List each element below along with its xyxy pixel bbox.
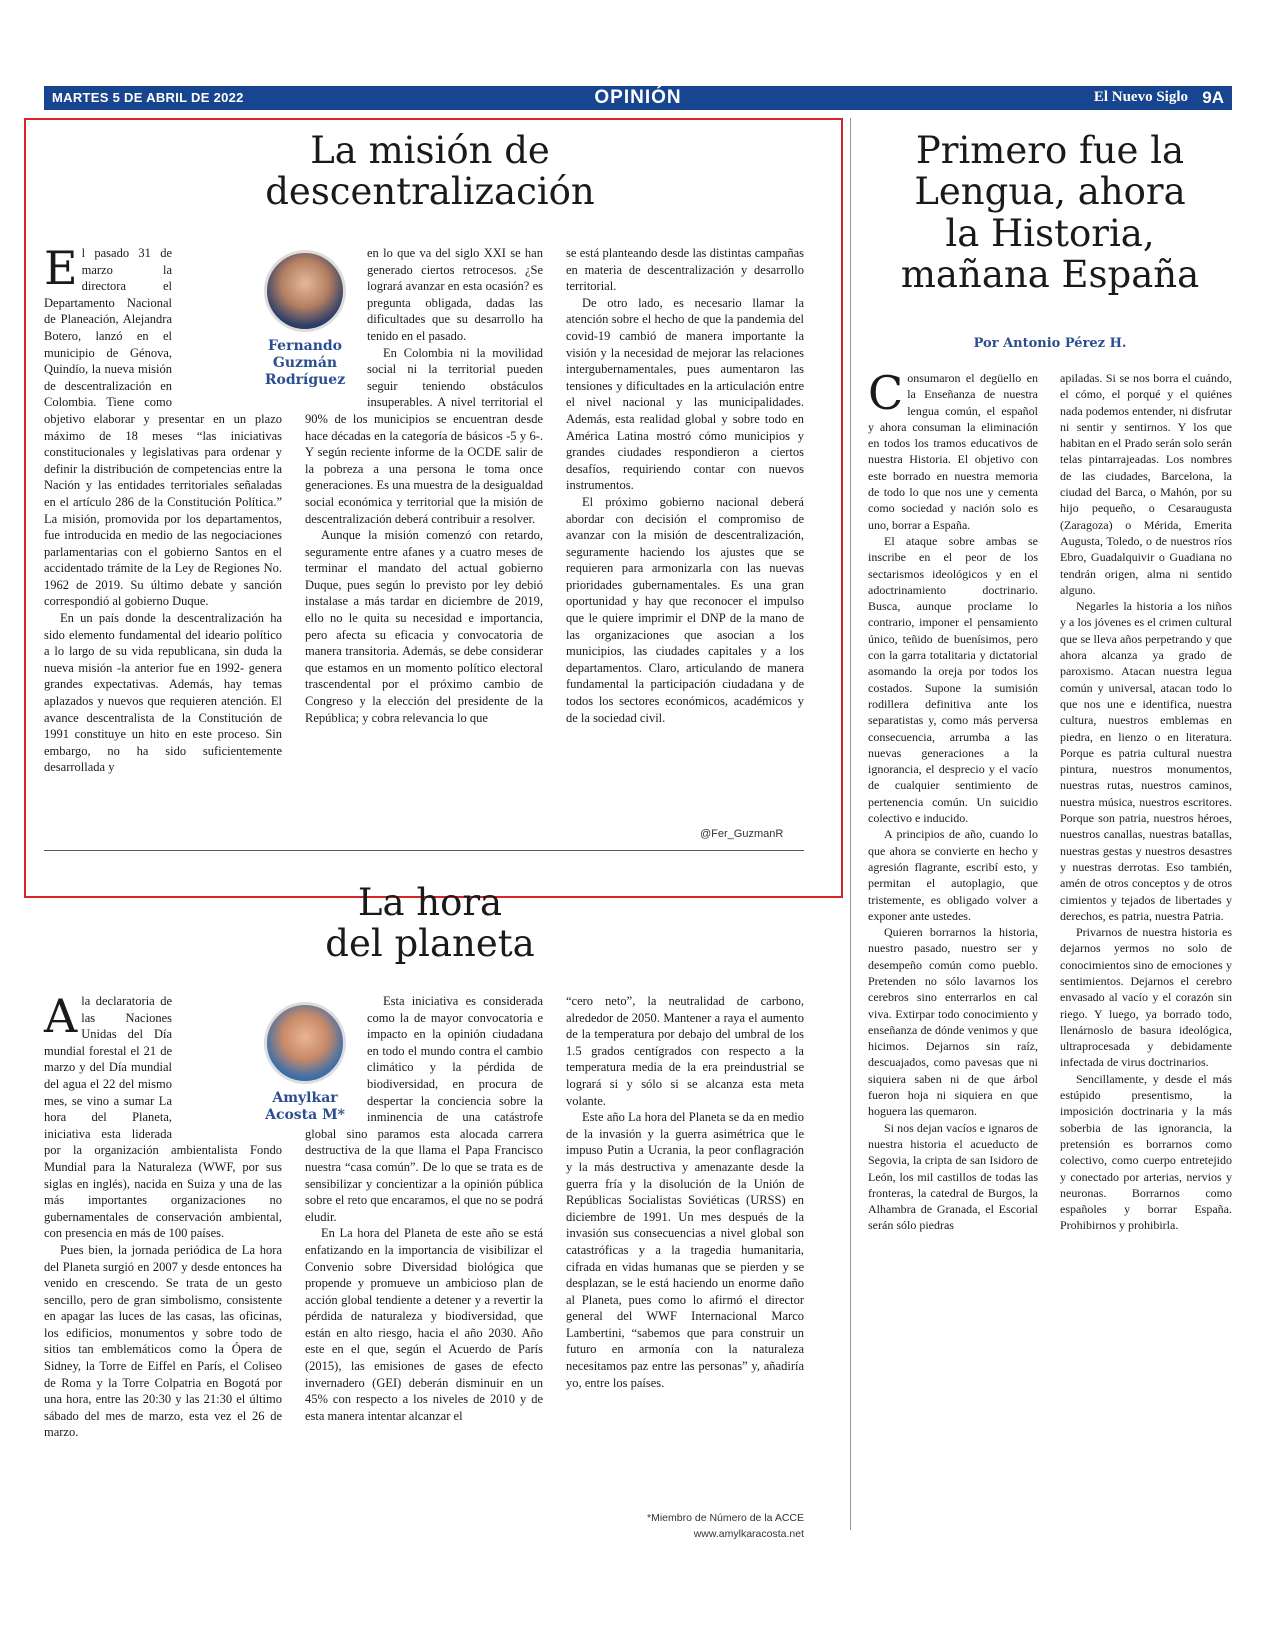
article1-column-2	[305, 245, 543, 726]
article1-paragraph: El próximo gobierno nacional deberá abordar con decisión el compromiso de avanzar con la misión de descentralización, seguramente haciendo los ajustes que se requieren para armonizarla con las nuevas prioridades gubernamentales. Es una gran oportunidad y hay que reconocer el impulso que le quiere imprimir el DNP de la mano de las organizaciones que asocian a los municipios, las ciudades capitales y a los departamentos. Claro, articulando de manera fundamental la participación ciudadana y de todos los sectores económicos, académicos y de la sociedad civil.	[566, 494, 804, 725]
article2-paragraph: Este año La hora del Planeta se da en medio de la invasión y la guerra asimétrica que le impuso Putin a Ucrania, la peor conflagración y la más destructiva y amenazante desde la guerra fría y la disolución de la Unión de Repúblicas Socialistas Soviéticas (URSS) en diciembre de 1991. Un mes después de la invasión sus consecuencias a nivel global son catastróficas y a la tragedia humanitaria, cifrada en vidas humanas que se pierden y se desplazan, se le está haciendo un enorme daño al Planeta, pues como lo afirmó el director general del WWF Internacional Marco Lambertini, “sabemos que para construir un futuro en armonía con la naturaleza necesitamos paz entre las personas” y, añadiría yo, entre los países.	[566, 1110, 804, 1390]
article2-column-2	[305, 993, 543, 1424]
article2-dropcap: A	[44, 989, 78, 1043]
article1-paragraph: En Colombia ni la movilidad social ni la territorial pueden seguir teniendo obstáculos insuperables. A nivel territorial el 90% de los municipios se encuentran desde hace décadas en la categoría de básicos -5 y 6-. Y según reciente informe de la OCDE salir de la pobreza a una persona le toma once generaciones. Es una muestra de la desigualdad social económica y territorial que la misión de descentralización deberá contribuir a resolver.	[305, 345, 543, 526]
article3-paragraph: El ataque sobre ambas se inscribe en el peor de los sectarismos ideológicos y en el adoctrinamiento doctrinario. Busca, aunque proclame lo contrario, imponer el pensamiento único, teñido de buenísimos, pero con la garra totalitaria y dictatorial asomando la oreja por todos los costados. Supone la sumisión rodillera definitiva ante los separatistas y, como más perversa consecuencia, arrumba a las nuevas generaciones a la ignorancia, el desprecio y el vacío de cualquier sentimiento de pertenencia común. Un suicidio colectivo e inducido.	[868, 533, 1038, 826]
article2-title-line2: del planeta	[325, 922, 535, 966]
article3-paragraph: Privarnos de nuestra historia es dejarnos yermos no solo de conocimientos sino de emociones y sentimientos. Dejarnos el cerebro envasado al vacío y el corazón sin riego. Y luego, ya borrado todo, llenárnoslo de basura ideológica, ultraprocesada y debidamente infectada de virus doctrinarios.	[1060, 925, 1232, 1070]
article1-paragraph: en lo que va del siglo XXI se han generado ciertos retrocesos. ¿Se logrará avanzar en esta ocasión? es pregunta obligada, dadas las dificultades que su desarrollo ha tenido en el pasado.	[367, 246, 543, 343]
newspaper-name: El Nuevo Siglo	[1093, 89, 1188, 105]
article3-paragraph: Sencillamente, y desde el más estúpido presentismo, la imposición doctrinaria y la más soberbia de las ignorancia, la pretensión es borrarnos como colectivo, como cuerpo entretejido y conectado por arterias, nervios y neuronas. Borrarnos como españoles y borrar España. Prohibirnos y prohibirla.	[1060, 1071, 1232, 1233]
article3-dropcap: C	[868, 366, 904, 420]
column-rule	[850, 118, 851, 1530]
issue-date: MARTES 5 DE ABRIL DE 2022	[52, 90, 244, 105]
article2-column-1	[44, 989, 282, 1441]
article3-paragraph: A principios de año, cuando lo que ahora se convierte en hecho y agresión flagrante, escribí esto, y permitan el autoplagio, que tristemente, es obligado volver a exponer ante ustedes.	[868, 827, 1038, 923]
article3-paragraph: Consumaron el degüello en la Enseñanza de nuestra lengua común, el español y ahora consuman la eliminación en todos los tramos educativos de nuestra Historia. El objetivo con este borrado en nuestra memoria de todo lo que nos une y cementa como sociedad y nación solo es uno, borrar a España.	[868, 366, 1038, 532]
article2-headline	[40, 882, 820, 965]
article2-author-name: Amylkar Acosta M*	[265, 1090, 345, 1123]
article2-paragraph: Pues bien, la jornada periódica de La hora del Planeta surgió en 2007 y desde entonces ha venido en crescendo. Se trata de un gesto sencillo, pero de gran simbolismo, consistente en apagar las luces de las casas, las oficinas, los edificios, monumentos y sobre todo de sitios tan emblemáticos como la Ópera de Sidney, la Torre de Eiffel en París, el Coliseo de Roma y la Torre Colpatria en Bogotá por una hora, entre las 20:30 y las 21:30 el último sábado del mes de marzo, esta vez el 26 de marzo.	[44, 1242, 282, 1440]
article2-column-3	[566, 993, 804, 1391]
article1-dropcap: E	[44, 241, 78, 295]
article3-title-line1: Primero fue la	[915, 129, 1185, 172]
article3-title-line4: mañana España	[900, 253, 1200, 297]
article1-title-line1: La misión de	[310, 129, 550, 172]
section-title: OPINIÓN	[594, 87, 682, 108]
article2-paragraph: A la declaratoria de las Naciones Unidas del Día mundial forestal el 21 de marzo y del Día mundial del agua el 22 del mismo mes, se vino a sumar La hora del Planeta, iniciativa esta liderada por la organización ambientalista Fondo Mundial para la Naturaleza (WWF, por sus siglas en inglés), nacida en Suiza y una de las más importantes organizaciones no gubernamentales de conservación ambiental, con presencia en más de 100 países.	[44, 989, 282, 1241]
page-number: 9A	[1202, 88, 1224, 107]
article3-title-line3: la Historia,	[945, 211, 1155, 255]
author-website[interactable]: www.amylkaracosta.net	[693, 1528, 804, 1540]
article3-paragraph: Negarles la historia a los niños y a los jóvenes es el crimen cultural que se lleva años perpetrando y que ahora alcanza ya grado de paroxismo. Atacan nuestra legua común y universal, atacan todo lo que nos une e identifica, nuestra cultura, nuestros emblemas en piedra, en lienzo o en literatura. Porque es patria cultural nuestra pintura, nuestros monumentos, nuestras rutas, nuestros caminos, nuestra música, nuestros escritores. Porque son patria, nuestros héroes, nuestros canallas, nuestras batallas, nuestras gestas y nuestros desastres y nuestras derrotas. Eso también, amén de otros conceptos y de otros cimientos y tejados de libertades y derechos, es patria, nuestra Patria.	[1060, 599, 1232, 923]
article1-column-3	[566, 245, 804, 726]
article2-paragraph: Esta iniciativa es considerada como la de mayor convocatoria e impacto en la opinión ciudadana en todo el mundo contra el cambio climático y la pérdida de biodiversidad, en procura de despertar la conciencia sobre la inminencia de una catástrofe global sino paramos esta alocada carrera destructiva de la que llama el Papa Francisco nuestra “casa común”. De lo que se trata es de sensibilizar y concientizar a la opinión pública sobre el reto que encaramos, el que no se podrá eludir.	[305, 994, 543, 1224]
article3-headline	[862, 130, 1238, 296]
article3-title-line2: Lengua, ahora	[914, 170, 1186, 214]
article-divider	[44, 850, 804, 851]
article2-paragraph: En La hora del Planeta de este año se está enfatizando en la importancia de visibilizar el Convenio sobre Diversidad biológica que propende y promueve un ambicioso plan de acción global tendiente a detener y a revertir la pérdida de naturaleza y biodiversidad, que están en alto riesgo, hacia el año 2030. Año este en el que, según el Acuerdo de París (2015), las emisiones de gases de efecto invernadero (GEI) deberán disminuir en un 45% con respecto a los niveles de 2010 y de esta manera intentar alcanzar el	[305, 1226, 543, 1423]
page-header	[44, 86, 1232, 110]
article3-column-1	[868, 366, 1038, 1234]
author-footnote: *Miembro de Número de la ACCE	[647, 1512, 804, 1524]
article1-paragraph: El pasado 31 de marzo la directora el Departamento Nacional de Planeación, Alejandra Botero, lanzó en el municipio de Génova, Quindío, la nueva misión de descentralización en Colombia. Tiene como objetivo elaborar y presentar en un plazo máximo de 18 meses “las iniciativas constitucionales y legislativas para ordenar y definir la distribución de competencias entre la Nación y las entidades territoriales señaladas en el artículo 286 de la Constitución Política.” La misión, promovida por los departamentos, fue introducida en medio de las negociaciones parlamentarias con el gobierno Santos en el accidentado trámite de la Ley de Regiones No. 1962 de 2019. Su último debate y sanción correspondió al gobierno Duque.	[44, 241, 282, 609]
article1-column-1	[44, 241, 282, 776]
article1-author-handle: @Fer_GuzmanR	[700, 828, 784, 840]
article2-title-line1: La hora	[357, 881, 503, 924]
article1-paragraph: se está planteando desde las distintas campañas en materia de descentralización y desarrollo territorial.	[566, 246, 804, 294]
article1-paragraph: En un país donde la descentralización ha sido elemento fundamental del ideario político a lo largo de su vida republicana, sin duda la nueva misión -la anterior fue en 1992- genera grandes expectativas. Además, hay temas aplazados y nuevos que requieren atención. El avance descentralista de la Constitución de 1991 constituye un hito en este proceso. Sin embargo, no ha sido suficientemente desarrollada y	[44, 611, 282, 775]
article1-headline	[40, 130, 820, 213]
article3-column-2	[1060, 370, 1232, 1234]
article1-paragraph: De otro lado, es necesario llamar la atención sobre el hecho de que la pandemia del covid-19 cambió de manera importante la visión y la necesidad de mejorar las relaciones intergubernamentales, pues aumentaron las tensiones y dificultades en la articulación entre el nivel nacional y las municipalidades. Además, esta realidad global y sobre todo en América Latina mostró cómo municipios y grandes ciudades respondieron a ciertos desafíos, requiriendo contar con nuevos instrumentos.	[566, 295, 804, 493]
article1-author-name: Fernando Guzmán Rodríguez	[264, 338, 346, 388]
article1-title-line2: descentralización	[265, 170, 595, 214]
article2-paragraph: “cero neto”, la neutralidad de carbono, alrededor de 2050. Mantener a raya el aumento de la temperatura por debajo del umbral de los 1.5 grados centígrados con respecto a la temperatura media de la era preindustrial se logrará si y sólo si se alcanza esta meta volante.	[566, 994, 804, 1108]
article1-paragraph: Aunque la misión comenzó con retardo, seguramente entre afanes y a cuatro meses de terminar el mandato del actual gobierno Duque, pues según lo previsto por ley debió instalase a más tardar en diciembre de 2019, ello no le quita su necesidad e importancia, pero afecta su eficacia y convocatoria de manera transitoria. Además, se debe considerar que estamos en un momento político electoral trascendental por el próximo cambio de Congreso y la elección del presidente de la República; y cobra relevancia lo que	[305, 528, 543, 725]
article3-paragraph: Quieren borrarnos la historia, nuestro pasado, nuestro ser y desempeño común como pueblo. Pretenden no sólo lavarnos los cerebros sino enterrarlos en cal viva. Extirpar todo conocimiento y enseñanza de dónde venimos y que hicimos. Dejarnos sin raíz, descuajados, como pavesas que ni siquiera saben ni de que árbol fueron hoja ni siquiera en que hoguera las quemaron.	[868, 925, 1038, 1119]
article3-paragraph: Si nos dejan vacíos e ignaros de nuestra historia el acueducto de Segovia, la cripta de san Isidoro de León, los mil castillos de todas las fronteras, la catedral de Burgos, la Alhambra de Granada, el Escorial serán sólo piedras	[868, 1120, 1038, 1233]
article3-paragraph: apiladas. Si se nos borra el cuándo, el cómo, el porqué y el quiénes nada podemos entender, ni disfrutar ni sentir y sentirnos. Y los que habitan en el Prado serán solo serán telas pintarrajeadas. Los nombres de las ciudades, Barcelona, la ciudad del Barca, o Mahón, por su hijo pequeño, o Cesaraugusta (Zaragoza) o Mérida, Emerita Augusta, Toledo, o de nuestros ríos Ebro, Guadalquivir o Guadiana no tendrán origen, alma ni sentido alguno.	[1060, 371, 1232, 597]
article3-byline: Por Antonio Pérez H.	[973, 336, 1127, 351]
